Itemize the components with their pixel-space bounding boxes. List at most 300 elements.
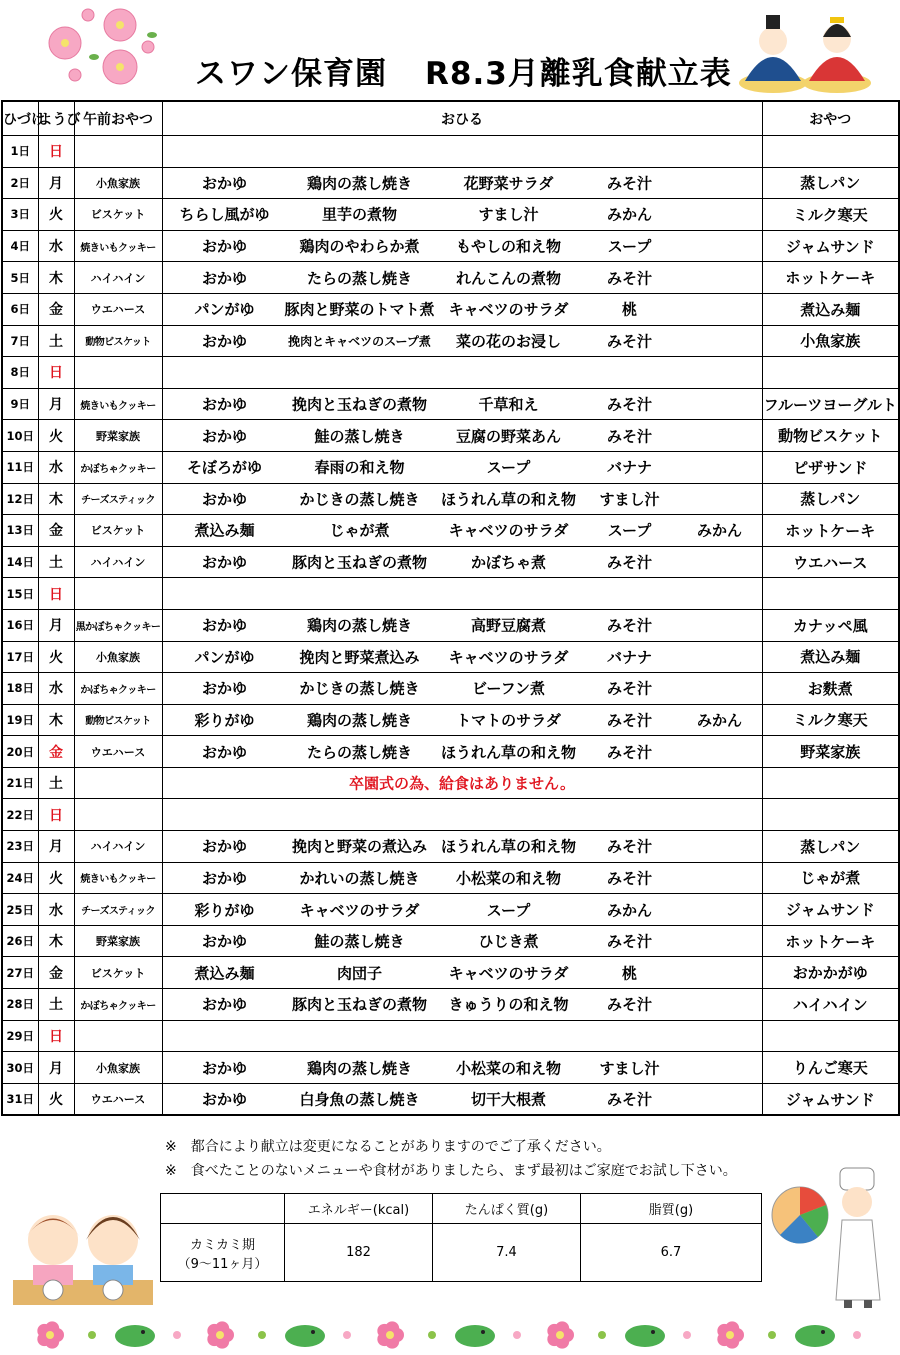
afternoon-snack-cell: 煮込み麺 bbox=[762, 641, 899, 673]
lunch-item: 千草和え bbox=[478, 395, 539, 414]
lunch-items bbox=[163, 294, 762, 324]
lunch-item: みかん bbox=[696, 711, 743, 730]
lunch-cell bbox=[162, 136, 762, 168]
date-cell: 30日 bbox=[2, 1052, 38, 1084]
note-line: ※ 都合により献立は変更になることがありますのでご了承ください。 bbox=[165, 1139, 611, 1155]
table-row bbox=[2, 515, 899, 547]
afternoon-snack-cell bbox=[762, 578, 899, 610]
weekday-cell: 日 bbox=[38, 136, 74, 168]
lunch-item: おかゆ bbox=[201, 869, 248, 888]
lunch-item: みそ汁 bbox=[606, 269, 653, 288]
weekday-cell: 水 bbox=[38, 894, 74, 926]
table-row bbox=[2, 293, 899, 325]
afternoon-snack-cell: 煮込み麺 bbox=[762, 293, 899, 325]
date-cell: 15日 bbox=[2, 578, 38, 610]
lunch-items bbox=[163, 421, 762, 451]
lunch-items bbox=[163, 705, 762, 735]
weekday-cell: 日 bbox=[38, 578, 74, 610]
lunch-item: キャベツのサラダ bbox=[448, 648, 569, 667]
lunch-item: みかん bbox=[606, 901, 653, 920]
plum-blossom-icon bbox=[37, 1321, 64, 1348]
table-row bbox=[2, 1020, 899, 1052]
lunch-item: 桃 bbox=[621, 300, 638, 319]
morning-snack-cell: ウエハース bbox=[74, 293, 162, 325]
afternoon-snack-cell: 蒸しパン bbox=[762, 831, 899, 863]
afternoon-snack-cell: 小魚家族 bbox=[762, 325, 899, 357]
lunch-item: 鮭の蒸し焼き bbox=[314, 427, 405, 446]
table-row bbox=[2, 609, 899, 641]
nutrition-table bbox=[160, 1193, 762, 1282]
header-weekday: ようび bbox=[38, 101, 74, 136]
afternoon-snack-cell: 野菜家族 bbox=[762, 736, 899, 768]
date-cell: 1日 bbox=[2, 136, 38, 168]
lunch-item: 煮込み麺 bbox=[194, 964, 255, 983]
morning-snack-cell: ハイハイン bbox=[74, 262, 162, 294]
lunch-cell bbox=[162, 862, 762, 894]
lunch-item: キャベツのサラダ bbox=[448, 521, 569, 540]
lunch-item: おかゆ bbox=[201, 1090, 248, 1109]
uguisu-bird-icon bbox=[625, 1325, 665, 1347]
lunch-items bbox=[163, 389, 762, 419]
lunch-item: みかん bbox=[696, 521, 743, 540]
header-date: ひづけ bbox=[2, 101, 38, 136]
nursery-name: スワン保育園 bbox=[195, 56, 387, 92]
lunch-item: トマトのサラダ bbox=[456, 711, 561, 730]
afternoon-snack-cell: ミルク寒天 bbox=[762, 704, 899, 736]
lunch-item: 挽肉と野菜煮込み bbox=[299, 648, 420, 667]
morning-snack-cell: 小魚家族 bbox=[74, 641, 162, 673]
lunch-item: 彩りがゆ bbox=[194, 901, 255, 920]
lunch-item: みそ汁 bbox=[606, 553, 653, 572]
afternoon-snack-cell: ハイハイン bbox=[762, 989, 899, 1021]
date-cell: 25日 bbox=[2, 894, 38, 926]
lunch-item: スープ bbox=[607, 237, 652, 256]
lunch-item: 鶏肉のやわらか煮 bbox=[299, 237, 420, 256]
table-row bbox=[2, 704, 899, 736]
weekday-cell: 火 bbox=[38, 199, 74, 231]
afternoon-snack-cell bbox=[762, 136, 899, 168]
cherry-blossom-icon bbox=[40, 5, 160, 95]
hina-dolls-icon bbox=[735, 3, 875, 98]
afternoon-snack-cell: ジャムサンド bbox=[762, 230, 899, 262]
lunch-item: 鮭の蒸し焼き bbox=[314, 932, 405, 951]
afternoon-snack-cell: 蒸しパン bbox=[762, 483, 899, 515]
weekday-cell: 土 bbox=[38, 546, 74, 578]
lunch-item: みかん bbox=[606, 205, 653, 224]
lunch-item: おかゆ bbox=[201, 490, 248, 509]
afternoon-snack-cell: じゃが煮 bbox=[762, 862, 899, 894]
lunch-items bbox=[163, 1084, 762, 1114]
morning-snack-cell: 動物ビスケット bbox=[74, 704, 162, 736]
lunch-cell bbox=[162, 831, 762, 863]
weekday-cell: 火 bbox=[38, 1083, 74, 1115]
date-cell: 3日 bbox=[2, 199, 38, 231]
date-cell: 26日 bbox=[2, 925, 38, 957]
lunch-item: 彩りがゆ bbox=[194, 711, 255, 730]
decorative-dot bbox=[428, 1331, 436, 1339]
lunch-item: みそ汁 bbox=[606, 395, 653, 414]
lunch-item: みそ汁 bbox=[606, 616, 653, 635]
lunch-items bbox=[163, 357, 762, 387]
decorative-dot bbox=[598, 1331, 606, 1339]
afternoon-snack-cell: フルーツヨーグルト bbox=[762, 388, 899, 420]
lunch-item: おかゆ bbox=[201, 174, 248, 193]
lunch-item: ほうれん草の和え物 bbox=[440, 837, 577, 856]
weekday-cell: 日 bbox=[38, 357, 74, 389]
date-cell: 10日 bbox=[2, 420, 38, 452]
morning-snack-cell: 小魚家族 bbox=[74, 1052, 162, 1084]
date-cell: 28日 bbox=[2, 989, 38, 1021]
lunch-items bbox=[163, 1021, 762, 1051]
lunch-items bbox=[163, 768, 762, 798]
table-row bbox=[2, 673, 899, 705]
lunch-items bbox=[163, 673, 762, 703]
afternoon-snack-cell: カナッペ風 bbox=[762, 609, 899, 641]
lunch-items bbox=[163, 515, 762, 545]
nutrition-header: エネルギー(kcal) bbox=[285, 1194, 433, 1224]
table-row bbox=[2, 641, 899, 673]
lunch-cell bbox=[162, 767, 762, 799]
lunch-item: おかゆ bbox=[201, 395, 248, 414]
date-cell: 6日 bbox=[2, 293, 38, 325]
lunch-item: おかゆ bbox=[201, 837, 248, 856]
lunch-item: じゃが煮 bbox=[329, 521, 390, 540]
lunch-item: ビーフン煮 bbox=[471, 679, 546, 698]
lunch-item: 高野豆腐煮 bbox=[470, 616, 547, 635]
lunch-cell bbox=[162, 483, 762, 515]
lunch-item: おかゆ bbox=[201, 553, 248, 572]
date-cell: 27日 bbox=[2, 957, 38, 989]
weekday-cell: 月 bbox=[38, 1052, 74, 1084]
date-cell: 11日 bbox=[2, 451, 38, 483]
lunch-items bbox=[163, 610, 762, 640]
lunch-item: 煮込み麺 bbox=[194, 521, 255, 540]
lunch-item: おかゆ bbox=[201, 743, 248, 762]
lunch-items bbox=[163, 579, 762, 609]
weekday-cell: 日 bbox=[38, 799, 74, 831]
table-row bbox=[2, 357, 899, 389]
table-row bbox=[2, 199, 899, 231]
weekday-cell: 水 bbox=[38, 230, 74, 262]
lunch-item: みそ汁 bbox=[606, 743, 653, 762]
lunch-item: 挽肉とキャベツのスープ煮 bbox=[288, 334, 431, 349]
lunch-items bbox=[163, 168, 762, 198]
lunch-item: みそ汁 bbox=[606, 837, 653, 856]
nutrition-row-label bbox=[161, 1224, 285, 1282]
lunch-cell bbox=[162, 293, 762, 325]
afternoon-snack-cell bbox=[762, 767, 899, 799]
lunch-cell bbox=[162, 799, 762, 831]
lunch-cell bbox=[162, 357, 762, 389]
lunch-item: みそ汁 bbox=[606, 1090, 653, 1109]
lunch-item: みそ汁 bbox=[606, 995, 653, 1014]
morning-snack-cell: ハイハイン bbox=[74, 831, 162, 863]
morning-snack-cell: 動物ビスケット bbox=[74, 325, 162, 357]
table-row bbox=[2, 230, 899, 262]
morning-snack-cell bbox=[74, 799, 162, 831]
lunch-item: バナナ bbox=[606, 648, 653, 667]
weekday-cell: 金 bbox=[38, 736, 74, 768]
date-cell: 2日 bbox=[2, 167, 38, 199]
notice-text: 卒園式の為、給食はありません。 bbox=[349, 774, 575, 793]
nutritionist-icon bbox=[770, 1160, 895, 1310]
lunch-item: おかゆ bbox=[201, 995, 248, 1014]
plum-blossom-icon bbox=[207, 1321, 234, 1348]
weekday-cell: 月 bbox=[38, 609, 74, 641]
menu-table bbox=[1, 100, 900, 1116]
table-header-row bbox=[2, 101, 899, 136]
lunch-cell bbox=[162, 388, 762, 420]
weekday-cell: 火 bbox=[38, 420, 74, 452]
lunch-cell bbox=[162, 167, 762, 199]
lunch-item: おかゆ bbox=[201, 427, 248, 446]
lunch-item: 里芋の煮物 bbox=[321, 205, 398, 224]
nutrition-header: 脂質(g) bbox=[581, 1194, 762, 1224]
lunch-cell bbox=[162, 1052, 762, 1084]
lunch-cell bbox=[162, 1083, 762, 1115]
lunch-items bbox=[163, 1053, 762, 1083]
decorative-dot bbox=[768, 1331, 776, 1339]
decorative-dot bbox=[683, 1331, 691, 1339]
lunch-item: すまし汁 bbox=[599, 490, 660, 509]
afternoon-snack-cell bbox=[762, 357, 899, 389]
lunch-item: きゅうりの和え物 bbox=[448, 995, 569, 1014]
lunch-item: おかゆ bbox=[201, 237, 248, 256]
weekday-cell: 木 bbox=[38, 925, 74, 957]
date-cell: 13日 bbox=[2, 515, 38, 547]
morning-snack-cell bbox=[74, 578, 162, 610]
afternoon-snack-cell: ミルク寒天 bbox=[762, 199, 899, 231]
date-cell: 5日 bbox=[2, 262, 38, 294]
lunch-item: 挽肉と野菜の煮込み bbox=[291, 837, 428, 856]
lunch-item: おかゆ bbox=[201, 932, 248, 951]
lunch-item: れんこんの煮物 bbox=[455, 269, 562, 288]
lunch-cell bbox=[162, 230, 762, 262]
plum-blossom-icon bbox=[377, 1321, 404, 1348]
lunch-items bbox=[163, 989, 762, 1019]
nutrition-corner bbox=[161, 1194, 285, 1224]
lunch-item: たらの蒸し焼き bbox=[306, 269, 413, 288]
lunch-items bbox=[163, 800, 762, 830]
weekday-cell: 木 bbox=[38, 262, 74, 294]
header-lunch: おひる bbox=[162, 101, 762, 136]
date-cell: 21日 bbox=[2, 767, 38, 799]
date-cell: 17日 bbox=[2, 641, 38, 673]
lunch-cell bbox=[162, 451, 762, 483]
table-row bbox=[2, 736, 899, 768]
lunch-item: 肉団子 bbox=[336, 964, 383, 983]
lunch-cell bbox=[162, 957, 762, 989]
lunch-item: みそ汁 bbox=[606, 869, 653, 888]
table-row bbox=[2, 546, 899, 578]
lunch-item: スープ bbox=[607, 521, 652, 540]
table-row bbox=[2, 167, 899, 199]
lunch-cell bbox=[162, 325, 762, 357]
table-row bbox=[2, 989, 899, 1021]
lunch-item: かじきの蒸し焼き bbox=[299, 490, 420, 509]
date-cell: 29日 bbox=[2, 1020, 38, 1052]
table-row bbox=[2, 799, 899, 831]
lunch-items bbox=[163, 136, 762, 166]
lunch-item: 挽肉と玉ねぎの煮物 bbox=[291, 395, 428, 414]
weekday-cell: 土 bbox=[38, 325, 74, 357]
stage-name: カミカミ期 bbox=[189, 1237, 255, 1253]
lunch-item: バナナ bbox=[606, 458, 653, 477]
morning-snack-cell: 焼きいもクッキー bbox=[74, 388, 162, 420]
afternoon-snack-cell bbox=[762, 799, 899, 831]
nutrition-header-row bbox=[161, 1194, 762, 1224]
lunch-item: 切干大根煮 bbox=[470, 1090, 547, 1109]
protein-value: 7.4 bbox=[433, 1224, 581, 1282]
morning-snack-cell: かぼちゃクッキー bbox=[74, 673, 162, 705]
lunch-item: みそ汁 bbox=[606, 932, 653, 951]
uguisu-bird-icon bbox=[285, 1325, 325, 1347]
date-cell: 22日 bbox=[2, 799, 38, 831]
lunch-item: おかゆ bbox=[201, 1059, 248, 1078]
weekday-cell: 月 bbox=[38, 388, 74, 420]
decorative-dot bbox=[173, 1331, 181, 1339]
lunch-items bbox=[163, 484, 762, 514]
fat-value: 6.7 bbox=[581, 1224, 762, 1282]
lunch-item: かぼちゃ煮 bbox=[470, 553, 547, 572]
date-cell: 7日 bbox=[2, 325, 38, 357]
energy-value: 182 bbox=[285, 1224, 433, 1282]
lunch-item: おかゆ bbox=[201, 616, 248, 635]
table-row bbox=[2, 925, 899, 957]
uguisu-bird-icon bbox=[455, 1325, 495, 1347]
lunch-item: 鶏肉の蒸し焼き bbox=[306, 174, 413, 193]
weekday-cell: 日 bbox=[38, 1020, 74, 1052]
weekday-cell: 木 bbox=[38, 704, 74, 736]
lunch-item: ほうれん草の和え物 bbox=[440, 743, 577, 762]
weekday-cell: 金 bbox=[38, 515, 74, 547]
stage-age: （9～11ヶ月） bbox=[177, 1256, 268, 1272]
morning-snack-cell bbox=[74, 357, 162, 389]
lunch-cell bbox=[162, 515, 762, 547]
weekday-cell: 月 bbox=[38, 831, 74, 863]
lunch-items bbox=[163, 547, 762, 577]
lunch-item: みそ汁 bbox=[606, 174, 653, 193]
afternoon-snack-cell: ホットケーキ bbox=[762, 515, 899, 547]
lunch-items bbox=[163, 895, 762, 925]
lunch-item: キャベツのサラダ bbox=[448, 300, 569, 319]
lunch-cell bbox=[162, 1020, 762, 1052]
lunch-cell bbox=[162, 546, 762, 578]
date-cell: 18日 bbox=[2, 673, 38, 705]
lunch-items bbox=[163, 326, 762, 356]
decorative-dot bbox=[853, 1331, 861, 1339]
table-row bbox=[2, 451, 899, 483]
lunch-items bbox=[163, 958, 762, 988]
lunch-item: おかゆ bbox=[201, 679, 248, 698]
lunch-item: スープ bbox=[486, 458, 531, 477]
lunch-item: 白身魚の蒸し焼き bbox=[299, 1090, 420, 1109]
lunch-item: 春雨の和え物 bbox=[314, 458, 405, 477]
lunch-item: すまし汁 bbox=[599, 1059, 660, 1078]
table-row bbox=[2, 1083, 899, 1115]
menu-title: R8.3月離乳食献立表 bbox=[425, 56, 732, 92]
lunch-item: 豚肉と玉ねぎの煮物 bbox=[291, 553, 428, 572]
lunch-item: 鶏肉の蒸し焼き bbox=[306, 711, 413, 730]
afternoon-snack-cell: お麩煮 bbox=[762, 673, 899, 705]
table-row bbox=[2, 262, 899, 294]
plum-blossom-icon bbox=[717, 1321, 744, 1348]
lunch-cell bbox=[162, 736, 762, 768]
lunch-item: 豆腐の野菜あん bbox=[455, 427, 562, 446]
lunch-items bbox=[163, 863, 762, 893]
afternoon-snack-cell: ホットケーキ bbox=[762, 262, 899, 294]
lunch-item: パンがゆ bbox=[194, 300, 255, 319]
table-row bbox=[2, 136, 899, 168]
date-cell: 23日 bbox=[2, 831, 38, 863]
morning-snack-cell: ウエハース bbox=[74, 1083, 162, 1115]
lunch-item: 菜の花のお浸し bbox=[455, 332, 562, 351]
morning-snack-cell: ビスケット bbox=[74, 957, 162, 989]
lunch-item: かれいの蒸し焼き bbox=[299, 869, 420, 888]
lunch-item: そぼろがゆ bbox=[186, 458, 263, 477]
table-row bbox=[2, 767, 899, 799]
weekday-cell: 水 bbox=[38, 451, 74, 483]
decorative-dot bbox=[258, 1331, 266, 1339]
weekday-cell: 火 bbox=[38, 641, 74, 673]
lunch-cell bbox=[162, 673, 762, 705]
table-row bbox=[2, 957, 899, 989]
nutrition-row bbox=[161, 1224, 762, 1282]
date-cell: 19日 bbox=[2, 704, 38, 736]
morning-snack-cell bbox=[74, 1020, 162, 1052]
lunch-item: 鶏肉の蒸し焼き bbox=[306, 1059, 413, 1078]
morning-snack-cell bbox=[74, 767, 162, 799]
lunch-item: 豚肉と野菜のトマト煮 bbox=[284, 300, 435, 319]
uguisu-bird-icon bbox=[115, 1325, 155, 1347]
table-row bbox=[2, 325, 899, 357]
decorative-dot bbox=[343, 1331, 351, 1339]
lunch-item: 花野菜サラダ bbox=[463, 174, 554, 193]
lunch-item: キャベツのサラダ bbox=[448, 964, 569, 983]
morning-snack-cell: かぼちゃクッキー bbox=[74, 989, 162, 1021]
table-row bbox=[2, 894, 899, 926]
lunch-cell bbox=[162, 989, 762, 1021]
morning-snack-cell: かぼちゃクッキー bbox=[74, 451, 162, 483]
lunch-item: キャベツのサラダ bbox=[299, 901, 420, 920]
table-row bbox=[2, 862, 899, 894]
lunch-item: 桃 bbox=[621, 964, 638, 983]
lunch-items bbox=[163, 642, 762, 672]
lunch-cell bbox=[162, 578, 762, 610]
table-row bbox=[2, 388, 899, 420]
lunch-item: スープ bbox=[486, 901, 531, 920]
lunch-item: ひじき煮 bbox=[478, 932, 539, 951]
lunch-cell bbox=[162, 641, 762, 673]
lunch-item: 豚肉と玉ねぎの煮物 bbox=[291, 995, 428, 1014]
morning-snack-cell: 小魚家族 bbox=[74, 167, 162, 199]
afternoon-snack-cell: ウエハース bbox=[762, 546, 899, 578]
weekday-cell: 火 bbox=[38, 862, 74, 894]
weekday-cell: 水 bbox=[38, 673, 74, 705]
table-row bbox=[2, 1052, 899, 1084]
table-row bbox=[2, 483, 899, 515]
morning-snack-cell: ビスケット bbox=[74, 199, 162, 231]
lunch-cell bbox=[162, 420, 762, 452]
weekday-cell: 金 bbox=[38, 957, 74, 989]
header-afternoon-snack: おやつ bbox=[762, 101, 899, 136]
table-row bbox=[2, 831, 899, 863]
date-cell: 31日 bbox=[2, 1083, 38, 1115]
lunch-item: みそ汁 bbox=[606, 679, 653, 698]
plum-blossom-icon bbox=[547, 1321, 574, 1348]
morning-snack-cell bbox=[74, 136, 162, 168]
afternoon-snack-cell: 蒸しパン bbox=[762, 167, 899, 199]
